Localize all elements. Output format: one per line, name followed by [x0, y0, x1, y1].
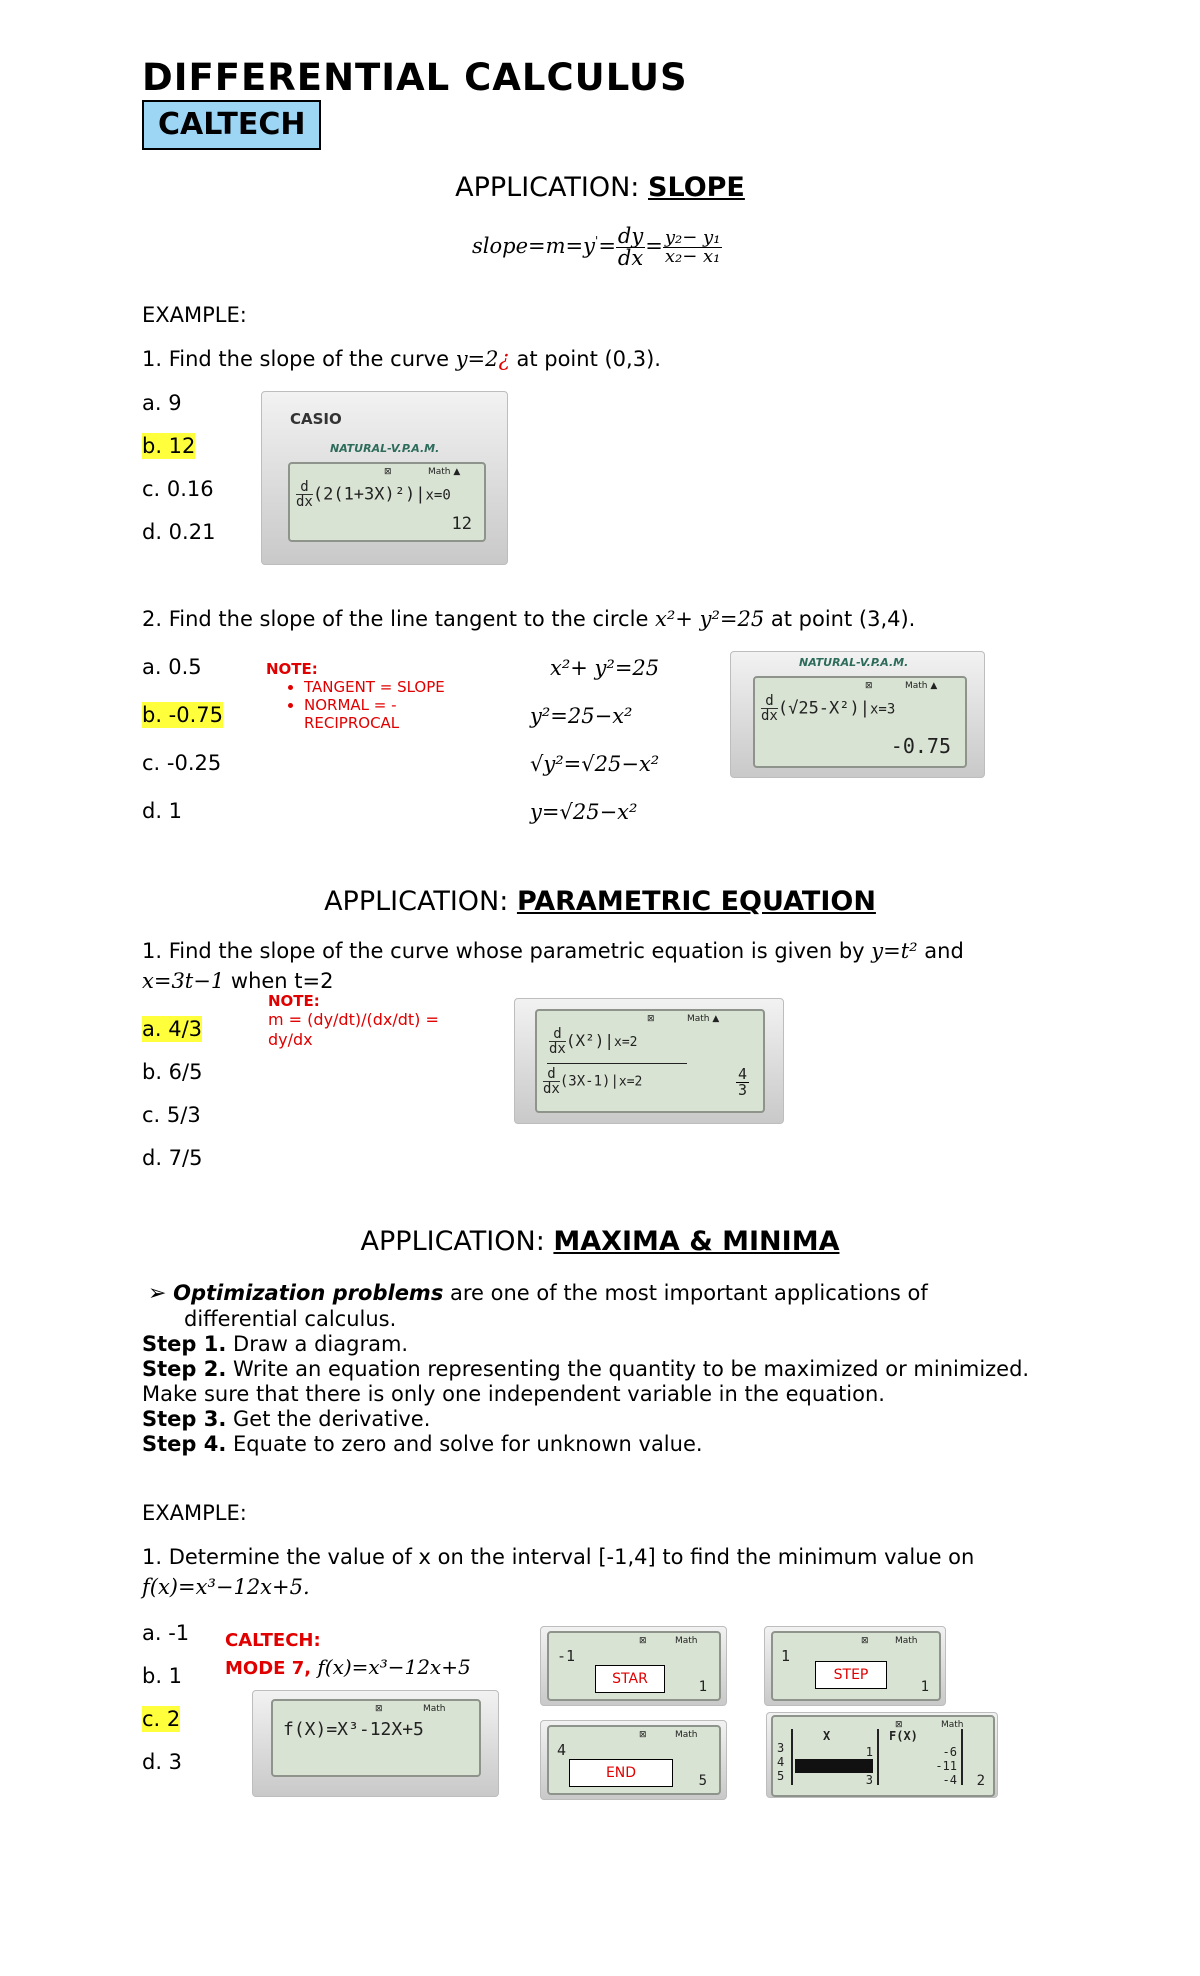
- calc-result: 12: [451, 514, 472, 534]
- maxmin-bullet-cont: differential calculus.: [184, 1307, 397, 1331]
- table-col-fx: F(X): [889, 1729, 918, 1743]
- parametric-q1-line2: x=3t−1 when t=2: [142, 969, 334, 988]
- parametric-q1-choice-c: c. 5/3: [142, 1103, 201, 1127]
- calculator-display: [535, 1009, 765, 1113]
- slope-example-label: EXAMPLE:: [142, 303, 247, 327]
- slope-q1-choice-b: b. 12: [142, 434, 196, 458]
- maxmin-step-2-cont: Make sure that there is only one independent variable in the equation.: [142, 1382, 885, 1406]
- maxmin-table-calculator: [766, 1712, 998, 1798]
- step-label-box: STEP: [815, 1661, 887, 1689]
- calc-cursor: 2: [976, 1773, 985, 1789]
- maxmin-caltech-note: CALTECH: MODE 7, f(x)=x³−12x+5: [225, 1630, 471, 1679]
- table-fx-values: -6 -11 -4: [935, 1745, 957, 1787]
- slope-q2-step-4: y=√25−x²: [530, 800, 638, 824]
- parametric-q1-line1: 1. Find the slope of the curve whose parametric equation is given by y=t² and: [142, 939, 964, 963]
- slope-q1-choice-d: d. 0.21: [142, 520, 216, 544]
- maxmin-step-3: Step 3. Get the derivative.: [142, 1407, 431, 1431]
- slope-q1-choice-a: a. 9: [142, 391, 182, 415]
- shift-indicator: ⊠: [895, 1720, 903, 1730]
- table-x-values: 1 2 3: [795, 1745, 873, 1787]
- maxmin-end-calculator: [540, 1720, 727, 1800]
- slope-q2-choice-a: a. 0.5: [142, 655, 202, 679]
- math-indicator: Math ▲: [428, 467, 461, 477]
- slope-q2-step-2: y²=25−x²: [530, 704, 633, 728]
- shift-indicator: ⊠: [647, 1014, 655, 1024]
- parametric-heading: APPLICATION: PARAMETRIC EQUATION: [324, 886, 876, 917]
- maxmin-step-4: Step 4. Equate to zero and solve for unknown value.: [142, 1432, 703, 1456]
- calc-denominator: $\frac{d}{dx}$ (3X-1)|x=2: [543, 1066, 643, 1097]
- table-col-x: X: [823, 1729, 831, 1743]
- page-title: DIFFERENTIAL CALCULUS: [142, 56, 688, 99]
- math-indicator: Math: [895, 1636, 918, 1646]
- slope-q2-step-3: √y²=√25−x²: [530, 752, 660, 776]
- calculator-display: [771, 1715, 995, 1797]
- model-label: NATURAL-V.P.A.M.: [799, 656, 909, 669]
- slope-q2-calculator: [730, 651, 985, 778]
- calc-cursor: 1: [920, 1679, 929, 1695]
- calc-numerator: $\frac{d}{dx}$ (X²)|x=2: [549, 1026, 638, 1057]
- calculator-display: ⊠ Math ▲ $\frac{d}{dx}$ (2(1+3X)²)|x=0 12: [288, 462, 486, 542]
- end-label-box: END: [569, 1759, 673, 1787]
- casio-logo: CASIO: [290, 410, 342, 428]
- maxmin-step-2: Step 2. Write an equation representing the quantity to be maximized or minimized.: [142, 1357, 1030, 1381]
- shift-indicator: ⊠: [639, 1636, 647, 1646]
- calc-cursor: 1: [698, 1679, 707, 1695]
- slope-heading: APPLICATION: SLOPE: [455, 172, 745, 203]
- maxmin-q1-choice-d: d. 3: [142, 1750, 183, 1774]
- caltech-tag: CALTECH: [142, 100, 321, 150]
- calculator-display: ⊠ Math ▲ $\frac{d}{dx}$ (√25-X²)|x=3 -0.75: [753, 676, 967, 768]
- slope-q1-calculator: [261, 391, 508, 565]
- parametric-q1-choice-a: a. 4/3: [142, 1017, 203, 1041]
- maxmin-heading: APPLICATION: MAXIMA & MINIMA: [360, 1226, 840, 1257]
- arrow-bullet-icon: ➢: [148, 1281, 167, 1306]
- maxmin-bullet: ➢ Optimization problems are one of the most important applications of: [148, 1281, 928, 1306]
- maxmin-q1-choice-b: b. 1: [142, 1664, 183, 1688]
- calc-value: 4: [557, 1741, 567, 1759]
- math-indicator: Math: [675, 1730, 698, 1740]
- calc-result: $\frac{4}{3}$: [737, 1065, 747, 1099]
- parametric-q1-choice-d: d. 7/5: [142, 1146, 203, 1170]
- math-indicator: Math: [941, 1720, 964, 1730]
- parametric-calculator: [514, 998, 784, 1124]
- math-indicator: Math ▲: [687, 1014, 720, 1024]
- shift-indicator: ⊠: [861, 1636, 869, 1646]
- maxmin-q1-choice-c: c. 2: [142, 1707, 181, 1731]
- calculator-display: [271, 1699, 481, 1777]
- shift-indicator: ⊠: [639, 1730, 647, 1740]
- maxmin-q1-choice-a: a. -1: [142, 1621, 190, 1645]
- slope-q1-choice-c: c. 0.16: [142, 477, 214, 501]
- start-label-box: STAR: [595, 1665, 665, 1693]
- calc-expression: f(X)=X³-12X+5: [283, 1719, 424, 1740]
- parametric-q1-note: NOTE: m = (dy/dt)/(dx/dt) = dy/dx: [268, 992, 439, 1049]
- slope-q2-text: 2. Find the slope of the line tangent to the circle x²+ y²=25 at point (3,4).: [142, 607, 916, 631]
- table-row-numbers: 3 4 5: [777, 1741, 785, 1783]
- maxmin-step-1: Step 1. Draw a diagram.: [142, 1332, 409, 1356]
- maxmin-example-label: EXAMPLE:: [142, 1501, 247, 1525]
- calc-value: -1: [557, 1647, 576, 1665]
- slope-q2-choice-d: d. 1: [142, 799, 183, 823]
- slope-q2-note: NOTE: • TANGENT = SLOPE • NORMAL = -RECIPROCAL: [266, 660, 466, 728]
- math-indicator: Math: [675, 1636, 698, 1646]
- math-indicator: Math ▲: [905, 681, 938, 691]
- calc-cursor: 5: [698, 1773, 707, 1789]
- slope-q1-text: 1. Find the slope of the curve y=2¿ at point (0,3).: [142, 347, 661, 371]
- maxmin-step-calculator: [764, 1626, 946, 1706]
- maxmin-q1-function: f(x)=x³−12x+5.: [142, 1575, 310, 1599]
- slope-formula: slope=m=y'= $\frac{dy}{dx}$ = $\frac{\text{y₂− y₁}}{\text{x₂− x₁}}$: [472, 224, 721, 270]
- parametric-q1-choice-b: b. 6/5: [142, 1060, 203, 1084]
- calc-value: 1: [781, 1647, 791, 1665]
- math-indicator: Math: [423, 1704, 446, 1714]
- maxmin-fx-calculator: [252, 1690, 499, 1797]
- shift-indicator: ⊠: [865, 681, 873, 691]
- model-label: NATURAL-V.P.A.M.: [330, 442, 440, 455]
- maxmin-start-calculator: [540, 1626, 727, 1706]
- slope-q2-step-1: x²+ y²=25: [550, 656, 660, 680]
- maxmin-q1-text: 1. Determine the value of x on the interval [-1,4] to find the minimum value on: [142, 1545, 975, 1569]
- shift-indicator: ⊠: [375, 1704, 383, 1714]
- slope-q2-choice-b: b. -0.75: [142, 703, 224, 727]
- calc-result: -0.75: [890, 734, 951, 758]
- slope-q2-choice-c: c. -0.25: [142, 751, 222, 775]
- shift-indicator: ⊠: [384, 467, 392, 477]
